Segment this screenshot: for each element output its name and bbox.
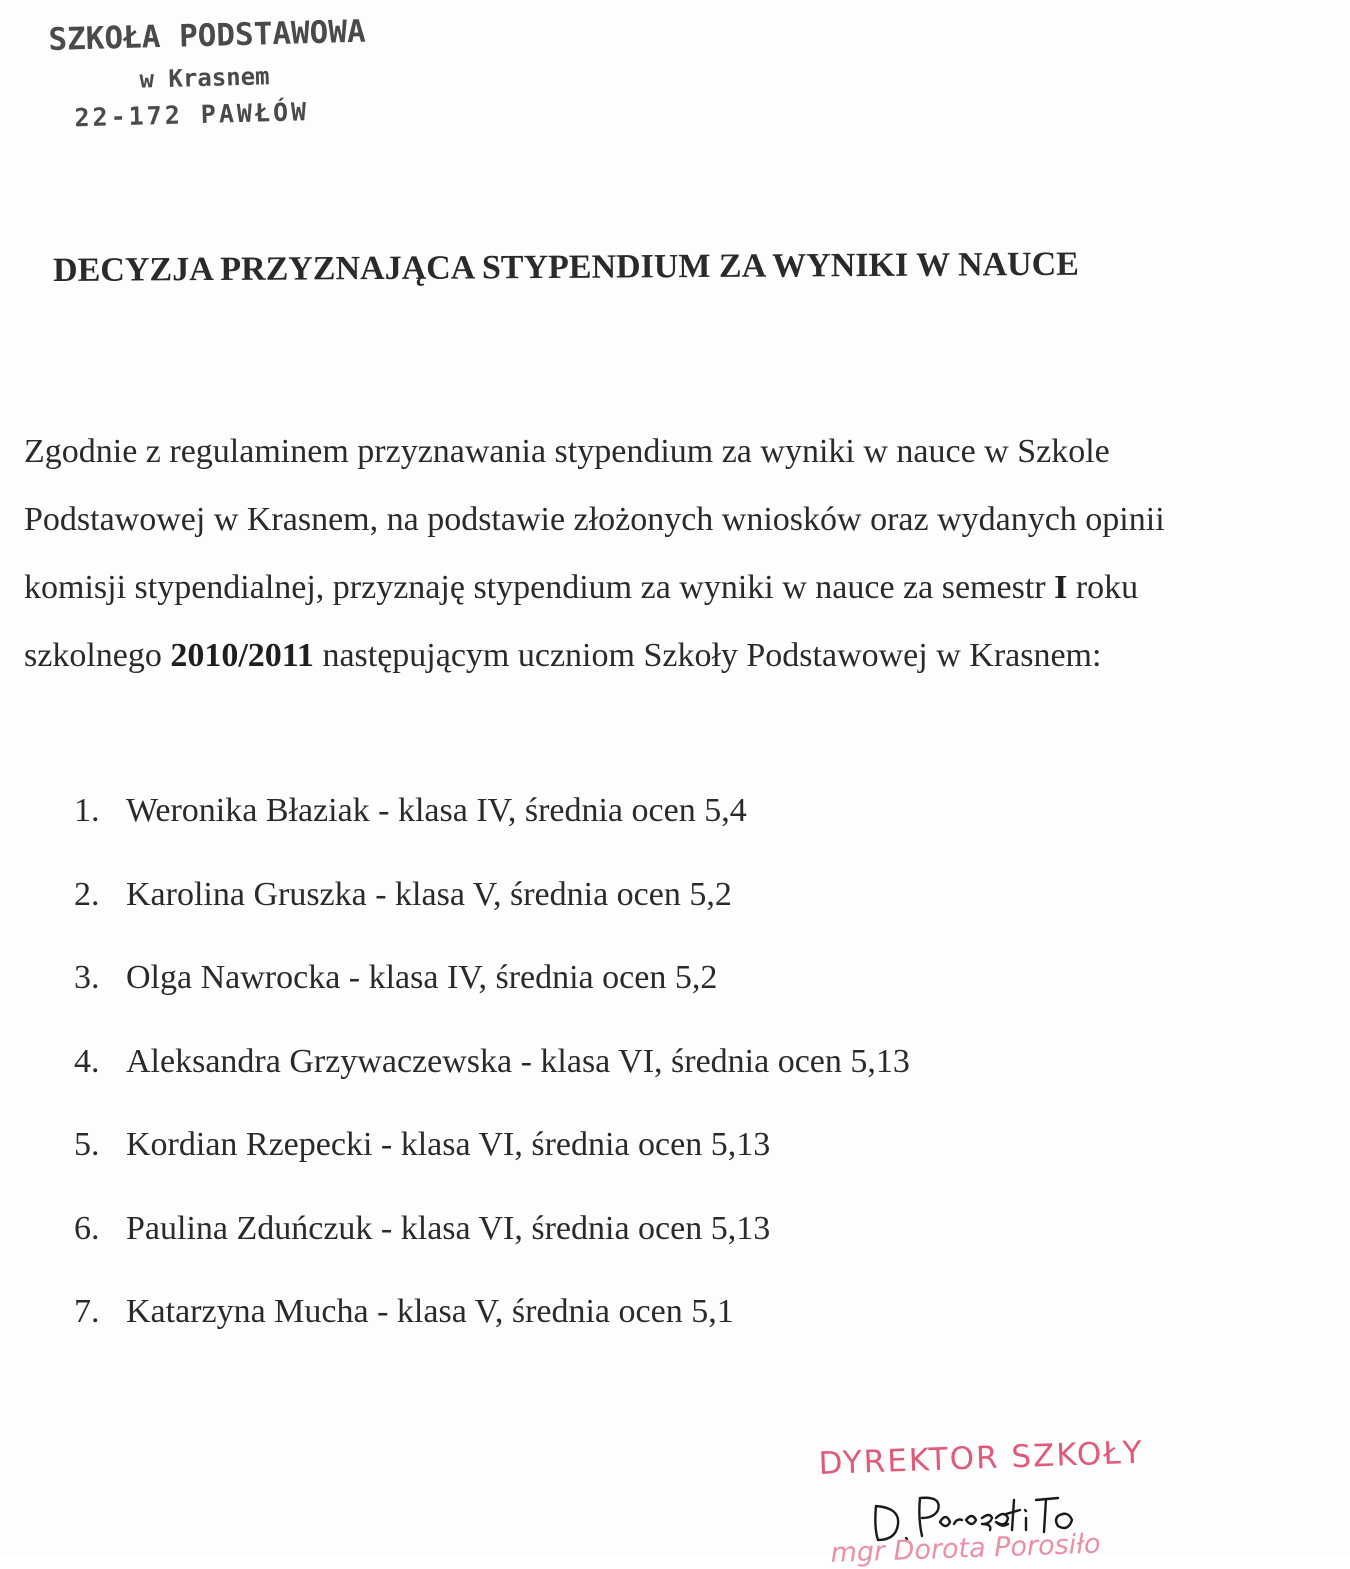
stamp-location: w Krasnem	[139, 62, 270, 94]
list-item-number: 2.	[74, 875, 100, 913]
school-year-value: 2010/2011	[170, 637, 314, 674]
stamp-school-name: SZKOŁA PODSTAWOWA	[48, 13, 367, 58]
intro-line-2: Podstawowej w Krasnem, na podstawie złożonych wniosków oraz wydanych opinii	[24, 501, 1165, 538]
document-title: DECYZJA PRZYZNAJĄCA STYPENDIUM ZA WYNIKI W NAUCE	[53, 245, 1080, 289]
director-name-stamp: mgr Dorota Porosiło	[830, 1528, 1101, 1569]
list-item	[74, 785, 910, 869]
intro-line-1: Zgodnie z regulaminem przyznawania stypendium za wyniki w nauce w Szkole	[24, 433, 1110, 470]
semester-value: I	[1054, 569, 1068, 606]
list-item	[74, 1203, 910, 1287]
intro-line-3-text: komisji stypendialnej, przyznaję stypendium za wyniki w nauce za semestr	[24, 569, 1055, 606]
list-item	[74, 869, 910, 953]
list-item-number: 1.	[74, 792, 100, 829]
list-item	[74, 1036, 910, 1120]
intro-paragraph	[24, 418, 1344, 690]
list-item-text: Karolina Gruszka - klasa V, średnia ocen 5,2	[126, 875, 732, 913]
scholarship-list	[74, 785, 910, 1370]
list-item-text: Katarzyna Mucha - klasa V, średnia ocen 5,1	[126, 1293, 734, 1330]
list-item	[74, 1286, 910, 1370]
list-item-text: Weronika Błaziak - klasa IV, średnia ocen 5,4	[126, 792, 747, 829]
list-item-number: 5.	[74, 1126, 100, 1163]
list-item-number: 4.	[74, 1042, 100, 1080]
director-signature-block	[810, 1434, 1210, 1569]
intro-line-4-tail: następującym uczniom Szkoły Podstawowej w Krasnem:	[313, 637, 1102, 674]
director-role-stamp: DYREKTOR SZKOŁY	[818, 1434, 1145, 1482]
list-item-number: 7.	[74, 1293, 100, 1330]
intro-line-4-text: szkolnego	[24, 637, 171, 674]
list-item-text: Kordian Rzepecki - klasa VI, średnia ocen 5,13	[126, 1126, 771, 1163]
intro-line-4	[24, 622, 1344, 690]
list-item-text: Aleksandra Grzywaczewska - klasa VI, średnia ocen 5,13	[126, 1042, 910, 1080]
list-item-number: 3.	[74, 959, 100, 996]
school-stamp	[48, 13, 391, 142]
list-item	[74, 1119, 910, 1203]
intro-line-3	[24, 554, 1344, 622]
list-item-number: 6.	[74, 1209, 100, 1247]
list-item	[74, 952, 910, 1036]
list-item-text: Paulina Zduńczuk - klasa VI, średnia ocen 5,13	[126, 1209, 771, 1247]
stamp-postal-address: 22-172 PAWŁÓW	[74, 97, 310, 133]
list-item-text: Olga Nawrocka - klasa IV, średnia ocen 5,2	[126, 959, 718, 996]
intro-line-3-tail: roku	[1067, 569, 1139, 606]
